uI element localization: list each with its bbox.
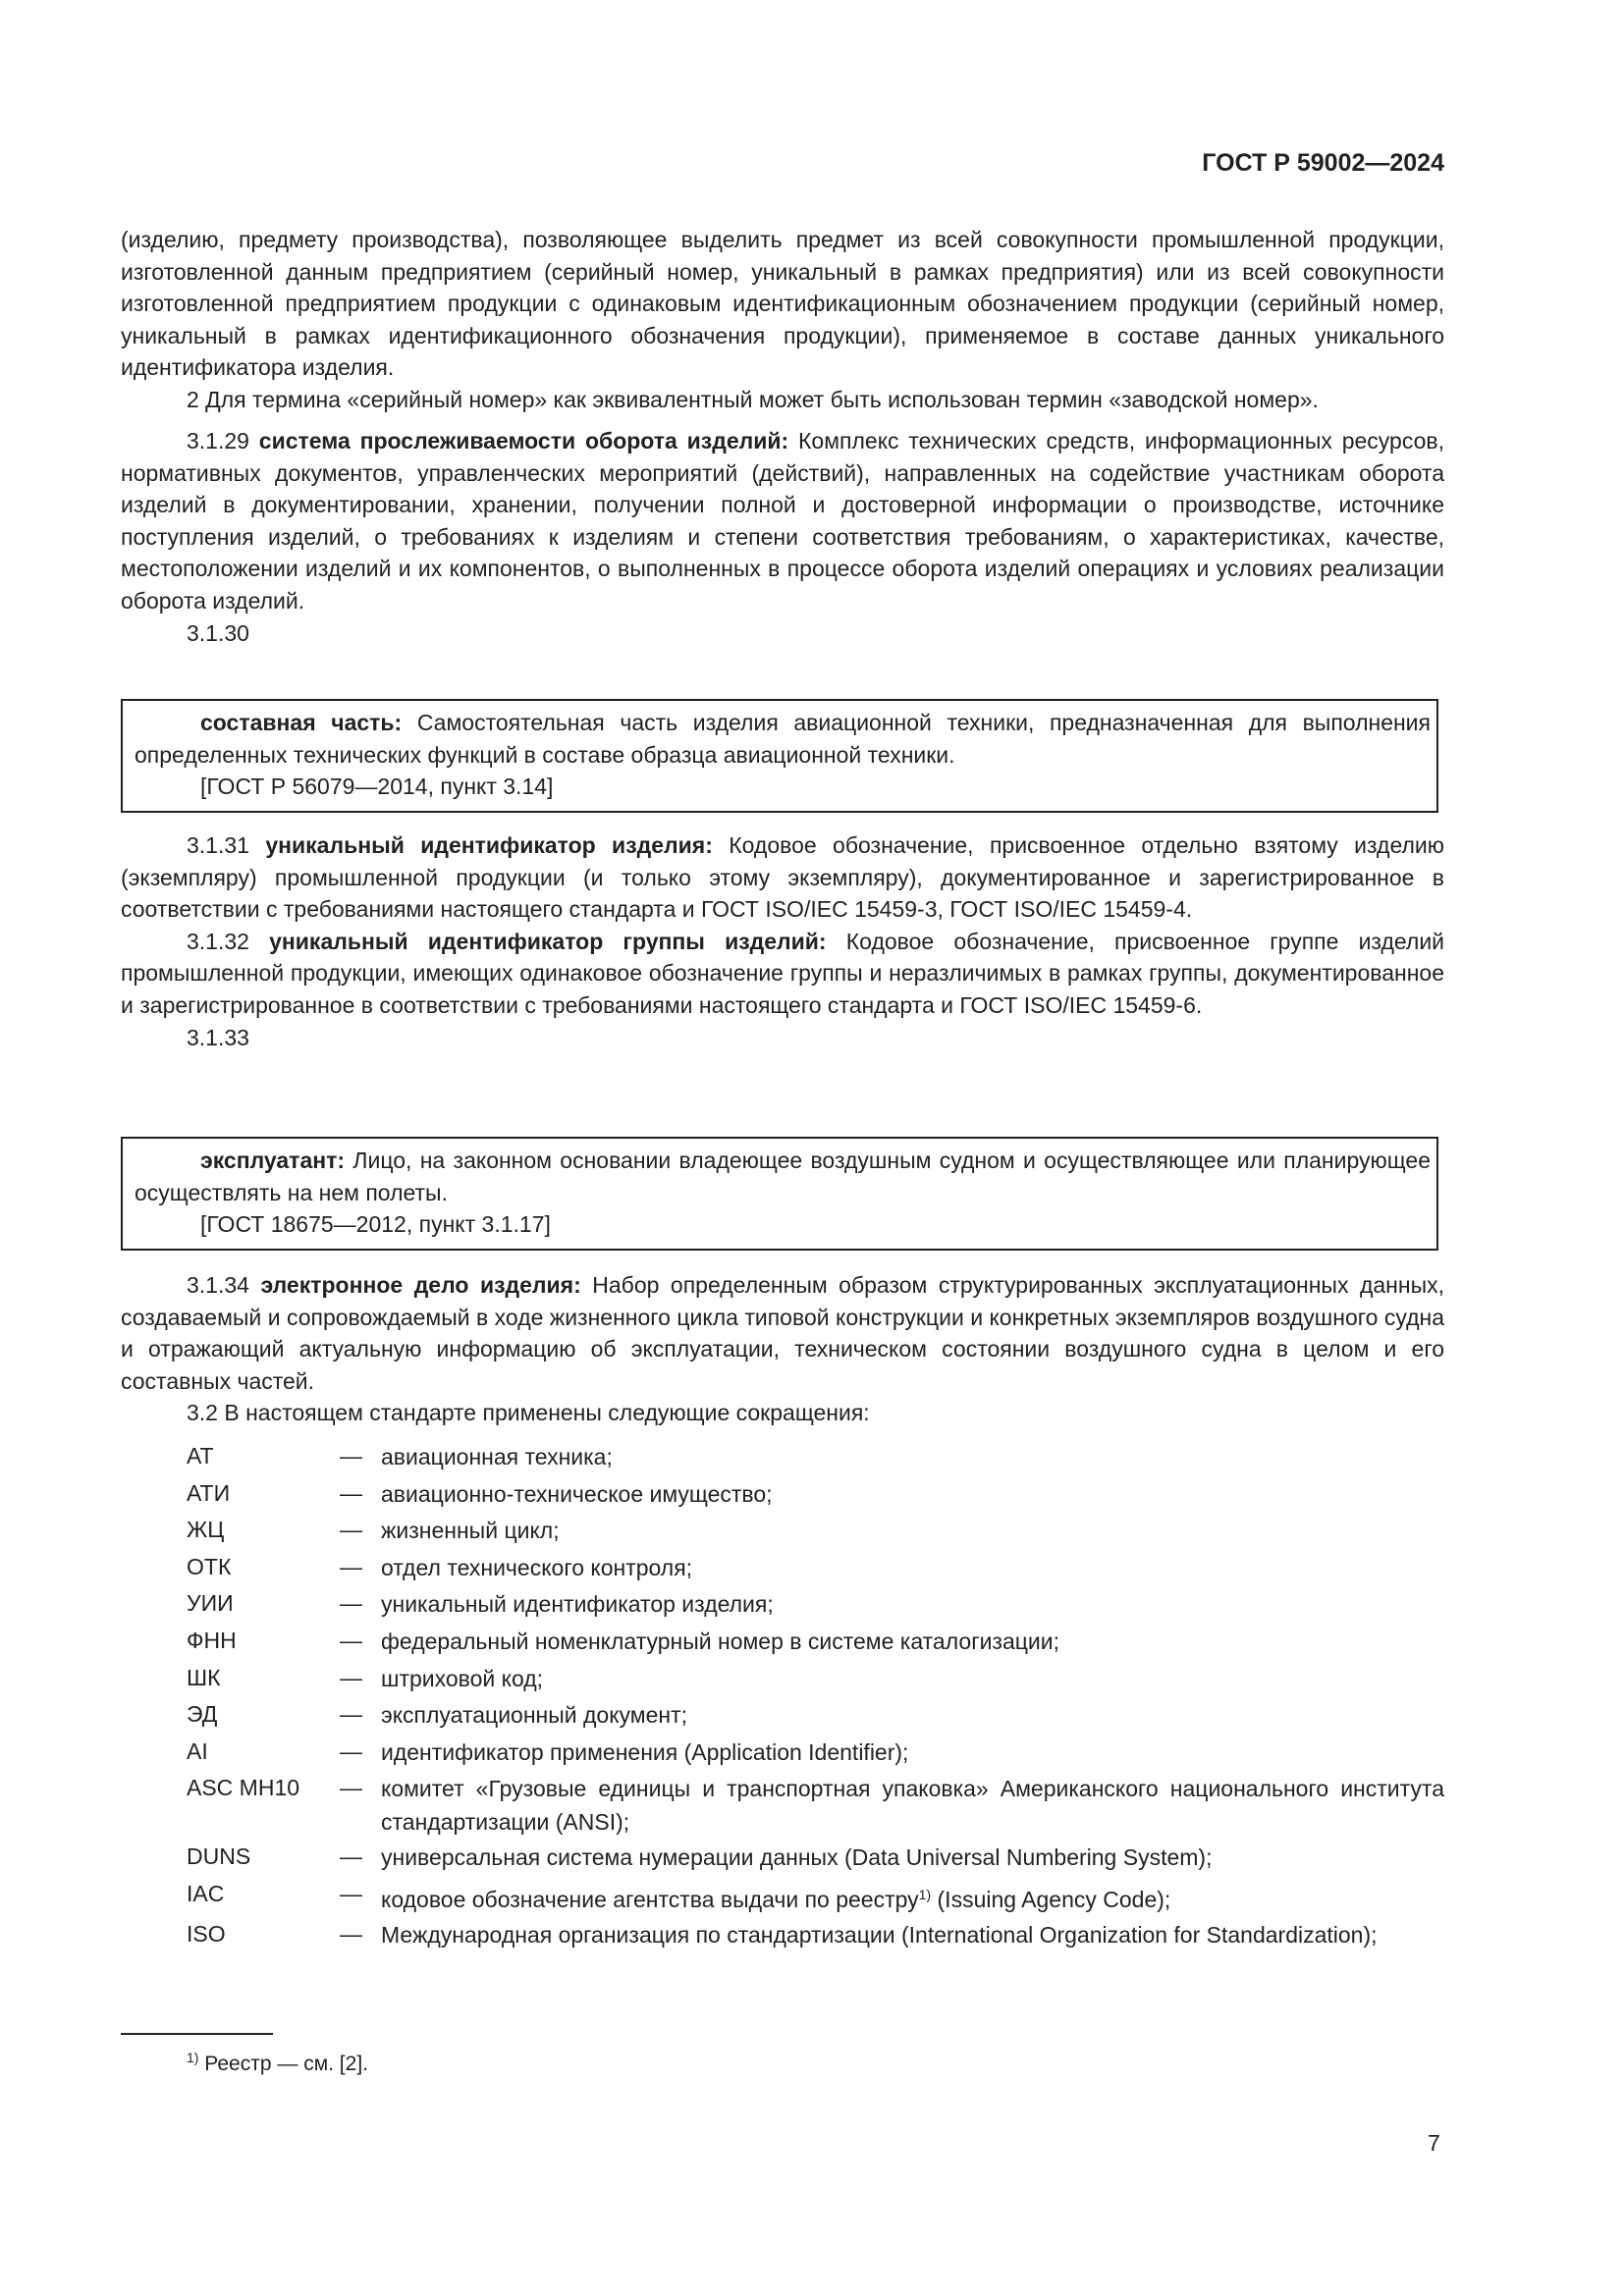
term-definition: Самостоятельная часть изделия авиационной техники, предназначенная для выполнения определенных технических функций в составе образца авиационной техники.: [135, 710, 1431, 768]
term-definition: Комплекс технических средств, информационных ресурсов, нормативных документов, управленческих мероприятий (действий), направленных на содействие участникам оборота изделий в документировании, хранении, получении полной и достоверной информации о производстве, источнике поступления изделий, о требованиях к изделиям и степени соответствия требованиям, о характеристиках, качестве, местоположении изделий и их компонентов, о выполненных в процессе оборота изделий операциях и условиях реализации оборота изделий.: [121, 428, 1444, 614]
terms-3-1-31-to-3-1-33: [121, 829, 1444, 1053]
dash: —: [340, 1590, 362, 1617]
dash: —: [340, 1664, 362, 1690]
abbreviation: ШК: [187, 1664, 221, 1690]
abbreviation-meaning: [381, 1660, 1444, 1697]
meaning-text: универсальная система нумерации данных (Data Universal Numbering System);: [381, 1844, 1213, 1871]
term-number-3-1-33: 3.1.33: [187, 1024, 249, 1050]
meaning-text-after: (Issuing Agency Code);: [931, 1886, 1171, 1912]
term-number: 3.1.32: [187, 928, 249, 954]
quoted-term-box-3-1-33: [121, 1137, 1438, 1251]
abbreviation-meaning: [381, 1475, 1444, 1513]
footnote-divider: [121, 2033, 273, 2035]
abbreviation-meaning: [381, 1438, 1444, 1475]
term-name: составная часть:: [200, 710, 403, 735]
meaning-text: отдел технического контроля;: [381, 1554, 693, 1580]
term-3-1-29: [121, 425, 1444, 649]
dash: —: [340, 1701, 362, 1728]
abbreviation-meaning: [381, 1916, 1444, 1953]
quoted-term-box-3-1-30: [121, 699, 1438, 813]
term-name: система прослеживаемости оборота изделий:: [258, 428, 789, 454]
term-number: 3.1.34: [187, 1272, 249, 1298]
abbreviation-meaning: [381, 1512, 1444, 1549]
dash: —: [340, 1737, 362, 1764]
page-number: 7: [1428, 2130, 1440, 2156]
term-number: 3.1.31: [187, 832, 249, 858]
dash: —: [340, 1479, 362, 1506]
abbreviation-meaning: [381, 1623, 1444, 1660]
abbreviations-list: [187, 1438, 1444, 1953]
meaning-text: кодовое обозначение агентства выдачи по реестру: [381, 1886, 919, 1912]
abbreviation-row: [187, 1660, 1444, 1697]
term-definition: Кодовое обозначение, присвоенное отдельно взятому изделию (экземпляру) промышленной продукции (и только этому экземпляру), документированное и зарегистрированное в соответствии с требованиями настоящего стандарта и ГОСТ ISO/IEC 15459-3, ГОСТ ISO/IEC 15459-4.: [121, 832, 1445, 923]
meaning-text: авиационно-техническое имущество;: [381, 1480, 773, 1507]
term-definition: Кодовое обозначение, присвоенное группе изделий промышленной продукции, имеющих одинаковое обозначение группы и неразличимых в рамках группы, документированное и зарегистрированное в соответствии с требованиями настоящего стандарта и ГОСТ ISO/IEC 15459-6.: [121, 928, 1445, 1018]
term-number-3-1-30: 3.1.30: [187, 619, 249, 646]
abbreviation: АТИ: [187, 1479, 231, 1506]
abbreviation-meaning: [381, 1585, 1444, 1623]
abbreviation-meaning: [381, 1549, 1444, 1586]
dash: —: [340, 1553, 362, 1579]
term-source: [ГОСТ Р 56079—2014, пункт 3.14]: [200, 774, 554, 800]
abbreviation: ЖЦ: [187, 1517, 225, 1543]
abbreviation-row: [187, 1770, 1444, 1839]
abbreviation-row: [187, 1585, 1444, 1623]
meaning-text: штриховой код;: [381, 1665, 544, 1691]
abbreviation: AI: [187, 1737, 208, 1764]
term-source: [ГОСТ 18675—2012, пункт 3.1.17]: [200, 1211, 551, 1238]
meaning-text: Международная организация по стандартизации (International Organization for Standardization);: [381, 1921, 1378, 1948]
abbreviation-row: [187, 1438, 1444, 1475]
abbreviation: УИИ: [187, 1590, 234, 1617]
abbreviation: ASC MH10: [187, 1775, 300, 1801]
abbreviation: IAC: [187, 1880, 225, 1906]
intro-paragraph: (изделию, предмету производства), позволяющее выделить предмет из всей совокупности промышленной продукции, изготовленной данным предприятием (серийный номер, уникальный в рамках предприятия) или из всей совокупности изготовленной предприятием продукции с одинаковым идентификационным обозначением продукции (серийный номер, уникальный в рамках идентификационного обозначения продукции), применяемое в составе данных уникального идентификатора изделия.: [121, 227, 1444, 381]
abbreviation-row: [187, 1916, 1444, 1953]
dash: —: [340, 1443, 362, 1468]
abbreviation-row: [187, 1839, 1444, 1876]
meaning-text: жизненный цикл;: [381, 1518, 560, 1544]
abbreviation-row: [187, 1876, 1444, 1916]
footnote-ref: 1): [918, 1886, 932, 1902]
meaning-text: идентификатор применения (Application Identifier);: [381, 1738, 909, 1765]
abbreviation-meaning: [381, 1734, 1444, 1771]
dash: —: [340, 1775, 362, 1801]
term-name: уникальный идентификатор группы изделий:: [269, 928, 827, 954]
term-definition: Набор определенным образом структурированных эксплуатационных данных, создаваемый и сопровождаемый в ходе жизненного цикла типовой конструкции и конкретных экземпляров воздушного судна и отражающий актуальную информацию об эксплуатации, техническом состоянии воздушного судна в целом и его составных частей.: [121, 1272, 1445, 1394]
abbreviation-meaning: [381, 1839, 1444, 1876]
abbreviation-meaning: [381, 1696, 1444, 1734]
abbreviation-row: [187, 1623, 1444, 1660]
dash: —: [340, 1517, 362, 1543]
abbreviation-row: [187, 1512, 1444, 1549]
abbreviation-meaning: [381, 1770, 1444, 1839]
document-header-id: ГОСТ Р 59002—2024: [1202, 149, 1444, 177]
abbreviations-intro: 3.2 В настоящем стандарте применены следующие сокращения:: [187, 1400, 870, 1426]
term-3-1-34: [121, 1269, 1444, 1429]
term-name: эксплуатант:: [200, 1148, 346, 1173]
meaning-text: федеральный номенклатурный номер в системе каталогизации;: [381, 1628, 1060, 1654]
intro-section: [121, 224, 1444, 416]
abbreviation-row: [187, 1734, 1444, 1771]
abbreviation-row: [187, 1549, 1444, 1586]
abbreviation: АТ: [187, 1443, 214, 1468]
abbreviation: ФНН: [187, 1627, 237, 1653]
abbreviation-row: [187, 1475, 1444, 1513]
term-name: электронное дело изделия:: [260, 1272, 581, 1298]
dash: —: [340, 1920, 362, 1947]
abbreviation: ЭД: [187, 1701, 218, 1728]
footnote-mark: 1): [187, 2050, 199, 2065]
footnote-text: Реестр — см. [2].: [198, 2053, 368, 2075]
abbreviation: DUNS: [187, 1843, 251, 1870]
meaning-text: авиационная техника;: [381, 1444, 613, 1469]
meaning-text: комитет «Грузовые единицы и транспортная упаковка» Американского национального института стандартизации (ANSI);: [381, 1776, 1444, 1836]
term-definition: Лицо, на законном основании владеющее воздушным судном и осуществляющее или планирующее осуществлять на нем полеты.: [135, 1148, 1431, 1205]
footnote: [187, 2050, 368, 2076]
dash: —: [340, 1880, 362, 1906]
abbreviation-row: [187, 1696, 1444, 1734]
term-number: 3.1.29: [187, 428, 249, 454]
abbreviation-meaning: [381, 1876, 1444, 1916]
note-2: 2 Для термина «серийный номер» как эквивалентный может быть использован термин «заводской номер».: [187, 386, 1319, 412]
dash: —: [340, 1627, 362, 1653]
dash: —: [340, 1843, 362, 1870]
meaning-text: эксплуатационный документ;: [381, 1702, 688, 1729]
meaning-text: уникальный идентификатор изделия;: [381, 1591, 774, 1618]
abbreviation: ОТК: [187, 1553, 232, 1579]
abbreviation: ISO: [187, 1920, 226, 1947]
term-name: уникальный идентификатор изделия:: [265, 832, 713, 858]
